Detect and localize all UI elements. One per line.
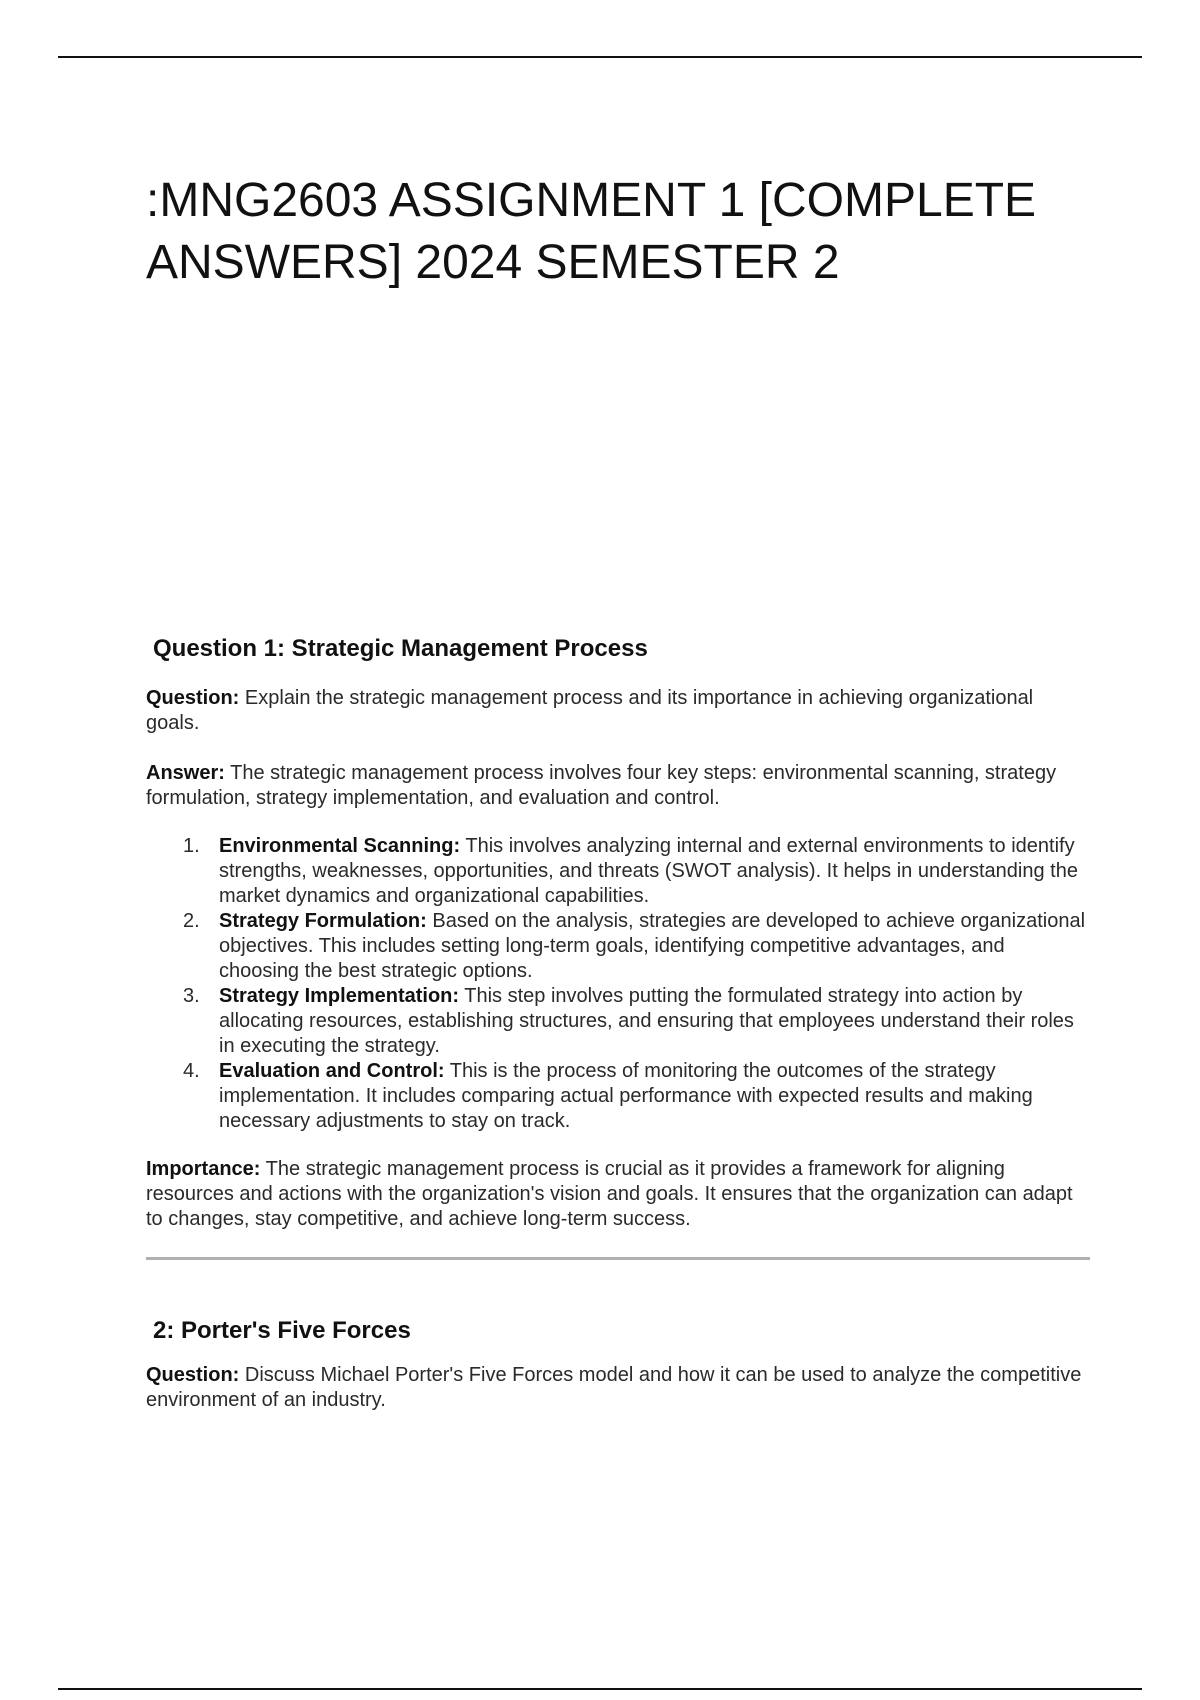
question-label: Question: [146, 1364, 240, 1386]
process-step-item [183, 834, 1090, 909]
document-body [146, 634, 1090, 1413]
question-1-heading: Question 1: Strategic Management Process [153, 635, 648, 662]
step-label: Evaluation and Control: [219, 1060, 445, 1082]
document-title: :MNG2603 ASSIGNMENT 1 [COMPLETE ANSWERS] 2024 SEMESTER 2 [146, 174, 1037, 289]
process-step-item [183, 909, 1090, 984]
step-text: This step involves putting the formulated strategy into action by allocating resources, establishing structures, and ensuring that employees understand their roles in executing the strategy. [219, 985, 1074, 1057]
page-bottom-rule [58, 1688, 1142, 1690]
process-steps-list [146, 834, 1090, 1134]
question-1-importance-text: The strategic management process is crucial as it provides a framework for aligning resources and actions with the organization's vision and goals. It ensures that the organization can adapt to changes, stay competitive, and achieve long-term success. [146, 1158, 1073, 1230]
step-text: This is the process of monitoring the outcomes of the strategy implementation. It includes comparing actual performance with expected results and making necessary adjustments to stay on track. [219, 1060, 1033, 1132]
question-1-answer-text: The strategic management process involves four key steps: environmental scanning, strategy formulation, strategy implementation, and evaluation and control. [146, 762, 1057, 809]
step-text: This involves analyzing internal and external environments to identify strengths, weaknesses, opportunities, and threats (SWOT analysis). It helps in understanding the market dynamics and organizational capabilities. [219, 835, 1078, 907]
question-1-prompt [146, 686, 1090, 736]
process-step-item [183, 1059, 1090, 1134]
section-divider [146, 1257, 1090, 1260]
question-2-prompt [146, 1363, 1090, 1413]
step-number: 1. [183, 835, 200, 857]
question-1-prompt-text: Explain the strategic management process and its importance in achieving organizational goals. [146, 687, 1034, 734]
process-step-item [183, 984, 1090, 1059]
answer-label: Answer: [146, 762, 225, 784]
question-1-answer [146, 761, 1090, 811]
question-2-heading: 2: Porter's Five Forces [153, 1317, 411, 1344]
question-2-prompt-text: Discuss Michael Porter's Five Forces model and how it can be used to analyze the competitive environment of an industry. [146, 1364, 1082, 1411]
step-label: Strategy Formulation: [219, 910, 427, 932]
step-number: 2. [183, 910, 200, 932]
question-1-importance [146, 1157, 1090, 1232]
step-label: Strategy Implementation: [219, 985, 460, 1007]
step-label: Environmental Scanning: [219, 835, 461, 857]
step-number: 3. [183, 985, 200, 1007]
step-text: Based on the analysis, strategies are developed to achieve organizational objectives. This includes setting long-term goals, identifying competitive advantages, and choosing the best strategic options. [219, 910, 1086, 982]
page-top-rule [58, 56, 1142, 58]
question-label: Question: [146, 687, 240, 709]
importance-label: Importance: [146, 1158, 261, 1180]
step-number: 4. [183, 1060, 200, 1082]
